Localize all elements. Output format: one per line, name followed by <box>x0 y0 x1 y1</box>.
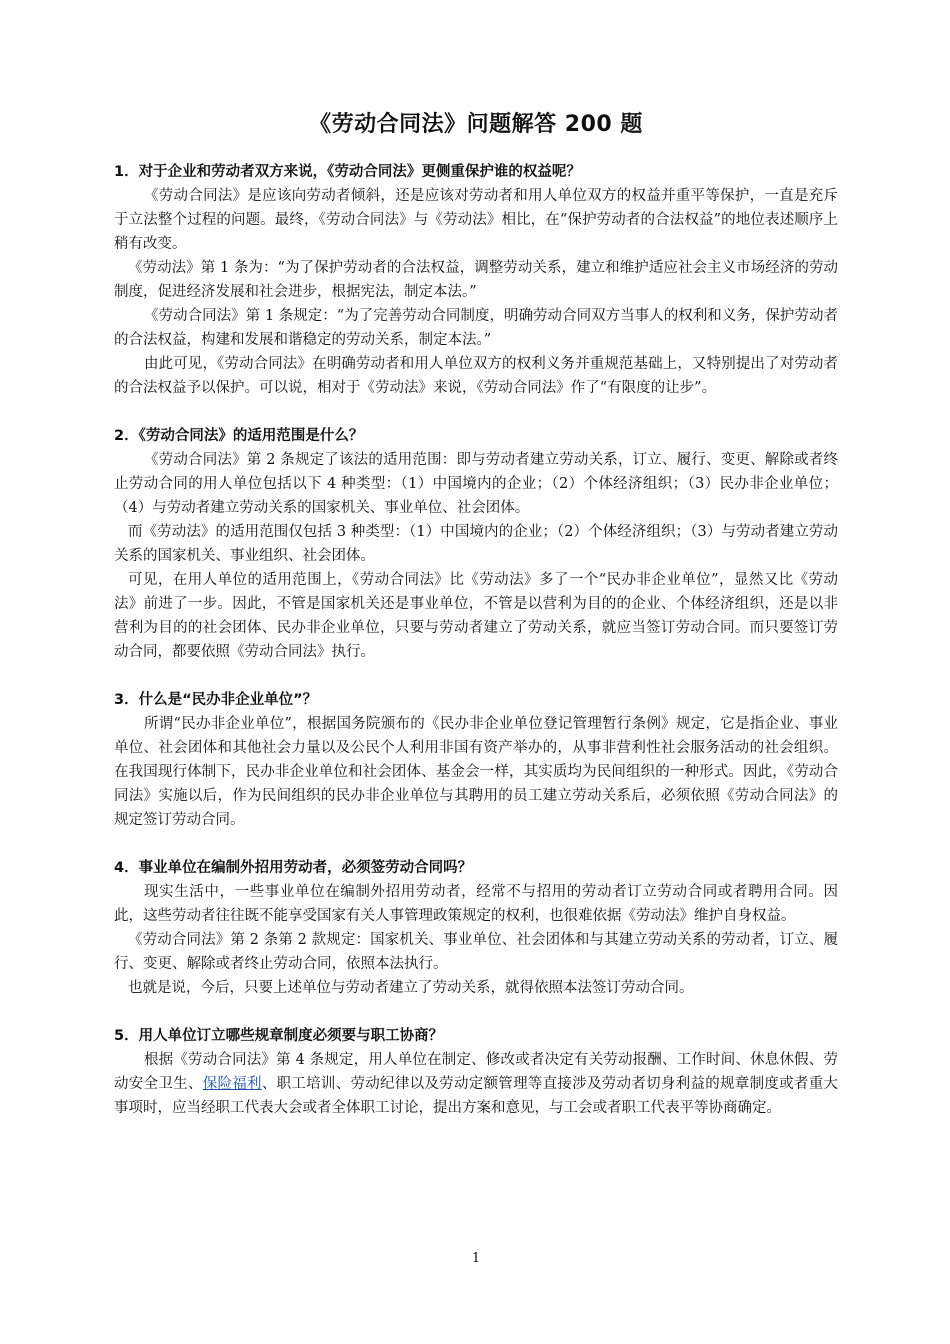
document-body <box>114 160 838 1144</box>
answer-paragraph: 《劳动合同法》第 2 条规定了该法的适用范围：即与劳动者建立劳动关系，订立、履行、变更、解除或者终止劳动合同的用人单位包括以下 4 种类型：（1）中国境内的企业；（2）个体经济组织；（3）民办非企业单位；（4）与劳动者建立劳动关系的国家机关、事业单位、社会团体。 <box>114 452 838 516</box>
insurance-welfare-link[interactable]: 保险福利 <box>202 1076 262 1092</box>
question-section-5 <box>114 1024 838 1120</box>
question-section-1 <box>114 160 838 400</box>
question-heading: 1．对于企业和劳动者双方来说，《劳动合同法》更侧重保护谁的权益呢？ <box>114 164 581 180</box>
answer-paragraph: 《劳动合同法》是应该向劳动者倾斜，还是应该对劳动者和用人单位双方的权益并重平等保护，一直是充斥于立法整个过程的问题。最终，《劳动合同法》与《劳动法》相比，在“保护劳动者的合法权益”的地位表述顺序上稍有改变。 <box>114 188 838 252</box>
answer-paragraph: 现实生活中，一些事业单位在编制外招用劳动者，经常不与招用的劳动者订立劳动合同或者聘用合同。因此，这些劳动者往往既不能享受国家有关人事管理政策规定的权利，也很难依据《劳动法》维护自身权益。 <box>114 884 838 924</box>
document-title: 《劳动合同法》问题解答 200 题 <box>309 112 643 137</box>
question-heading: 3．什么是“民办非企业单位”？ <box>114 692 318 708</box>
question-section-3 <box>114 688 838 832</box>
question-heading: 5．用人单位订立哪些规章制度必须要与职工协商？ <box>114 1028 444 1044</box>
answer-paragraph: 《劳动合同法》第 1 条规定：“为了完善劳动合同制度，明确劳动合同双方当事人的权利和义务，保护劳动者的合法权益，构建和发展和谐稳定的劳动关系，制定本法。” <box>114 308 838 348</box>
answer-paragraph: 《劳动合同法》第 2 条第 2 款规定：国家机关、事业单位、社会团体和与其建立劳动关系的劳动者，订立、履行、变更、解除或者终止劳动合同，依照本法执行。 <box>114 932 838 972</box>
answer-text-after-link: 、职工培训、劳动纪律以及劳动定额管理等直接涉及劳动者切身利益的规章制度或者重大事项时，应当经职工代表大会或者全体职工讨论，提出方案和意见，与工会或者职工代表平等协商确定。 <box>114 1076 838 1116</box>
document-page <box>114 0 838 1344</box>
answer-paragraph: 所谓“民办非企业单位”，根据国务院颁布的《民办非企业单位登记管理暂行条例》规定，它是指企业、事业单位、社会团体和其他社会力量以及公民个人利用非国有资产举办的，从事非营利性社会服务活动的社会组织。在我国现行体制下，民办非企业单位和社会团体、基金会一样，其实质均为民间组织的一种形式。因此，《劳动合同法》实施以后，作为民间组织的民办非企业单位与其聘用的员工建立劳动关系后，必须依照《劳动合同法》的规定签订劳动合同。 <box>114 716 838 828</box>
question-section-4 <box>114 856 838 1000</box>
answer-paragraph: 《劳动法》第 1 条为：“为了保护劳动者的合法权益，调整劳动关系，建立和维护适应社会主义市场经济的劳动制度，促进经济发展和社会进步，根据宪法，制定本法。” <box>114 260 838 300</box>
answer-paragraph <box>114 1048 838 1120</box>
question-section-2 <box>114 424 838 664</box>
answer-paragraph: 由此可见，《劳动合同法》在明确劳动者和用人单位双方的权利义务并重规范基础上，又特别提出了对劳动者的合法权益予以保护。可以说，相对于《劳动法》来说，《劳动合同法》作了“有限度的让步”。 <box>114 356 838 396</box>
answer-paragraph: 而《劳动法》的适用范围仅包括 3 种类型：（1）中国境内的企业；（2）个体经济组织；（3）与劳动者建立劳动关系的国家机关、事业组织、社会团体。 <box>114 524 838 564</box>
page-number: 1 <box>471 1251 481 1266</box>
answer-text-before-link: 根据《劳动合同法》第 4 条规定，用人单位在制定、修改或者决定有关劳动报酬、工作时间、休息休假、劳动安全卫生、 <box>114 1052 838 1092</box>
question-heading: 4．事业单位在编制外招用劳动者，必须签劳动合同吗？ <box>114 860 473 876</box>
answer-paragraph: 可见，在用人单位的适用范围上，《劳动合同法》比《劳动法》多了一个“民办非企业单位”，显然又比《劳动法》前进了一步。因此，不管是国家机关还是事业单位，不管是以营利为目的的企业、个体经济组织，还是以非营利为目的的社会团体、民办非企业单位，只要与劳动者建立了劳动关系，就应当签订劳动合同。而只要签订劳动合同，都要依照《劳动合同法》执行。 <box>114 572 838 660</box>
answer-paragraph: 也就是说，今后，只要上述单位与劳动者建立了劳动关系，就得依照本法签订劳动合同。 <box>128 980 694 996</box>
question-heading: 2．《劳动合同法》的适用范围是什么？ <box>114 428 364 444</box>
